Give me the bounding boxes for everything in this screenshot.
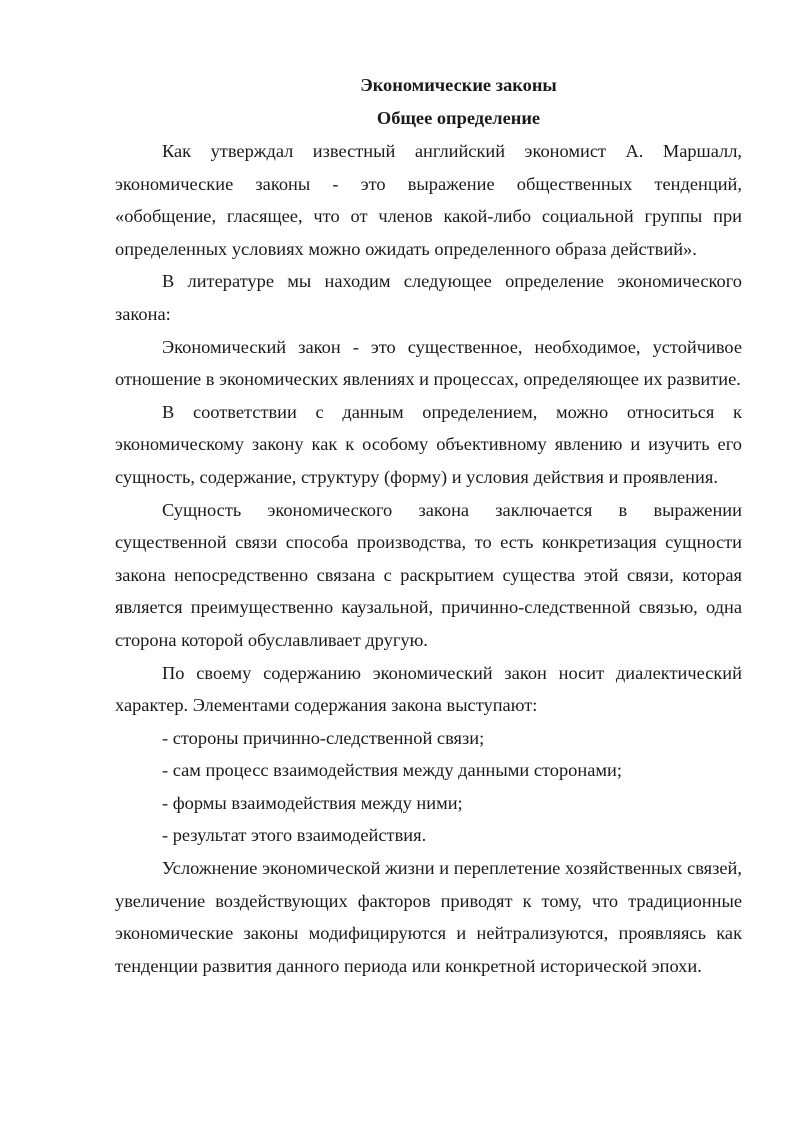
paragraph: Как утверждал известный английский экономист А. Маршалл, экономические законы - это выражение общественных тенденций, «обобщение, гласящее, что от членов какой-либо социальной группы при определенных условиях можно ожидать определенного образа действий». <box>115 141 742 259</box>
paragraph: Сущность экономического закона заключается в выражении существенной связи способа производства, то есть конкретизация сущности закона непосредственно связана с раскрытием существа этой связи, которая является преимущественно каузальной, причинно-следственной связью, одна сторона которой обуславливает другую. <box>115 499 742 650</box>
paragraph: По своему содержанию экономический закон носит диалектический характер. Элементами содержания закона выступают: <box>115 662 742 716</box>
document-title: Экономические законы <box>360 75 557 95</box>
paragraph: Экономический закон - это существенное, необходимое, устойчивое отношение в экономических явлениях и процессах, определяющее их развитие. <box>115 336 742 390</box>
document-body <box>115 0 742 982</box>
list-item: - формы взаимодействия между ними; <box>162 792 463 813</box>
paragraph: В соответствии с данным определением, можно относиться к экономическому закону как к особому объективному явлению и изучить его сущность, содержание, структуру (форму) и условия действия и проявления. <box>115 401 742 487</box>
paragraph: В литературе мы находим следующее определение экономического закона: <box>115 271 742 324</box>
closing-paragraph: Усложнение экономической жизни и переплетение хозяйственных связей, увеличение воздействующих факторов приводят к тому, что традиционные экономические законы модифицируются и нейтрализуются, проявляясь как тенденции развития данного периода или конкретной исторической эпохи. <box>115 858 742 976</box>
document-subtitle: Общее определение <box>376 108 541 128</box>
list-item: - сам процесс взаимодействия между данными сторонами; <box>162 760 622 781</box>
list-item: - стороны причинно-следственной связи; <box>162 727 485 748</box>
list-item: - результат этого взаимодействия. <box>162 825 427 846</box>
